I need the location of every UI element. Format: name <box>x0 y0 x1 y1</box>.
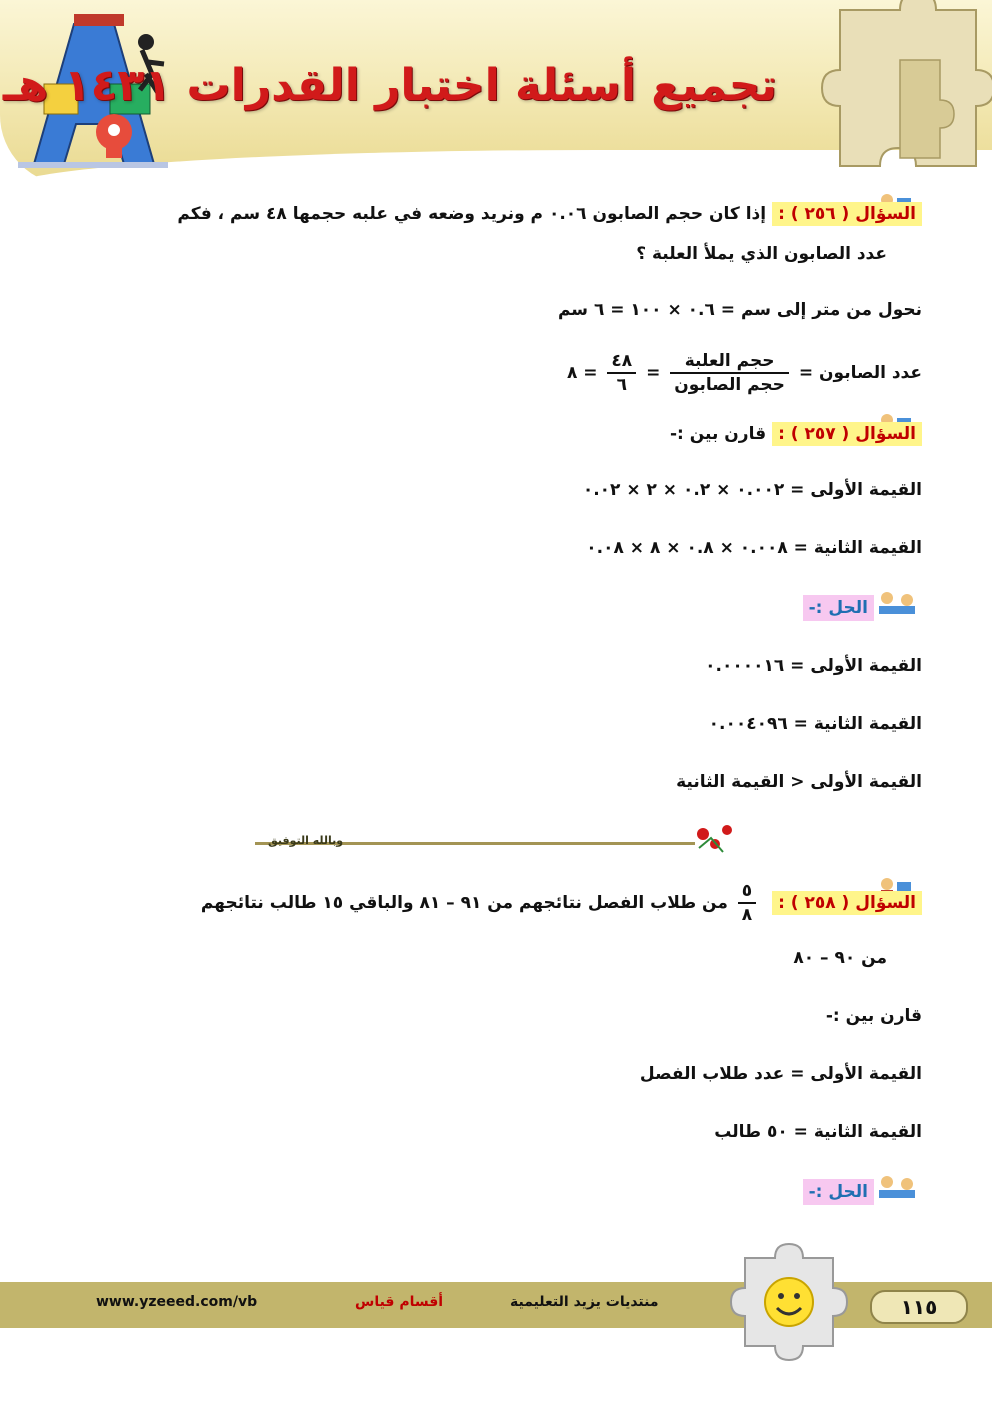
q256-step1: نحول من متر إلى سم = ٠.٦ × ١٠٠ = ٦ سم <box>557 300 922 320</box>
page-number: ١١٥ <box>870 1290 968 1324</box>
smiley-puzzle-icon <box>725 1238 855 1366</box>
q257-conclusion: القيمة الأولى < القيمة الثانية <box>676 772 922 792</box>
q258-line2: من ٩٠ – ٨٠ <box>793 948 887 968</box>
q258-solution-label: الحل :- <box>803 1179 874 1205</box>
q256-frac2-den: ٦ <box>616 375 627 395</box>
q256-number-fraction <box>607 350 636 396</box>
q257-answer2: القيمة الثانية = ٠.٠٠٤٠٩٦ <box>708 714 922 734</box>
q256-volume-fraction <box>670 350 789 396</box>
q258-text-line1: من طلاب الفصل نتائجهم من ٩١ – ٨١ والباقي ١٥ طالب نتائجهم <box>200 893 728 913</box>
q256-step2-lhs: عدد الصابون = <box>798 363 922 383</box>
q256-frac-den: حجم الصابون <box>674 375 785 395</box>
q258-solution-line <box>803 1180 874 1204</box>
q258-frac-den: ٨ <box>741 905 753 925</box>
q258-compare: قارن بين :- <box>825 1006 922 1026</box>
q256-text-line1: إذا كان حجم الصابون ٠.٠٦ م ونريد وضعه في علبه حجمها ٤٨ سم ، فكم <box>177 204 767 224</box>
page-title: تجميع أسئلة اختبار القدرات ١٤٣١ هـ <box>2 60 777 111</box>
q257-text: قارن بين :- <box>669 424 767 444</box>
q258-fraction <box>738 880 756 926</box>
q257-answer1: القيمة الأولى = ٠.٠٠٠٠١٦ <box>705 656 922 676</box>
students-reading-icon <box>877 590 917 616</box>
divider-text: وبالله التوفيق <box>268 834 344 847</box>
q256-line2: عدد الصابون الذي يملأ العلبة ؟ <box>636 244 887 264</box>
q256-step2-result: = ٨ <box>566 363 598 383</box>
q257-solution-line <box>803 596 874 620</box>
q256-step2-eq: = <box>646 363 661 383</box>
students-reading-icon <box>877 1174 917 1200</box>
footer-forum: منتديات يزيد التعليمية <box>510 1294 659 1310</box>
footer-section: أقسام قياس <box>355 1294 444 1310</box>
q256-line1 <box>177 202 922 226</box>
q257-solution-label: الحل :- <box>803 595 874 621</box>
q256-frac2-num: ٤٨ <box>607 350 636 374</box>
q256-frac-num: حجم العلبة <box>670 350 789 374</box>
q257-value2: القيمة الثانية = ٠.٠٠٨ × ٠.٨ × ٨ × ٠.٠٨ <box>586 538 922 558</box>
q256-step2 <box>567 350 922 396</box>
footer-url[interactable]: www.yzeeed.com/vb <box>96 1294 258 1310</box>
q258-value1: القيمة الأولى = عدد طلاب الفصل <box>639 1064 922 1084</box>
q258-frac-num: ٥ <box>738 880 756 904</box>
q258-value2: القيمة الثانية = ٥٠ طالب <box>714 1122 922 1142</box>
q257-line <box>670 422 922 446</box>
q256-label: السؤال ( ٢٥٦ ) : <box>772 202 922 226</box>
q258-label: السؤال ( ٢٥٨ ) : <box>772 891 922 915</box>
puzzle-decoration <box>800 0 992 190</box>
q257-label: السؤال ( ٢٥٧ ) : <box>772 422 922 446</box>
q257-value1: القيمة الأولى = ٠.٠٠٢ × ٠.٢ × ٢ × ٠.٠٢ <box>582 480 922 500</box>
q258-line1 <box>201 880 922 926</box>
